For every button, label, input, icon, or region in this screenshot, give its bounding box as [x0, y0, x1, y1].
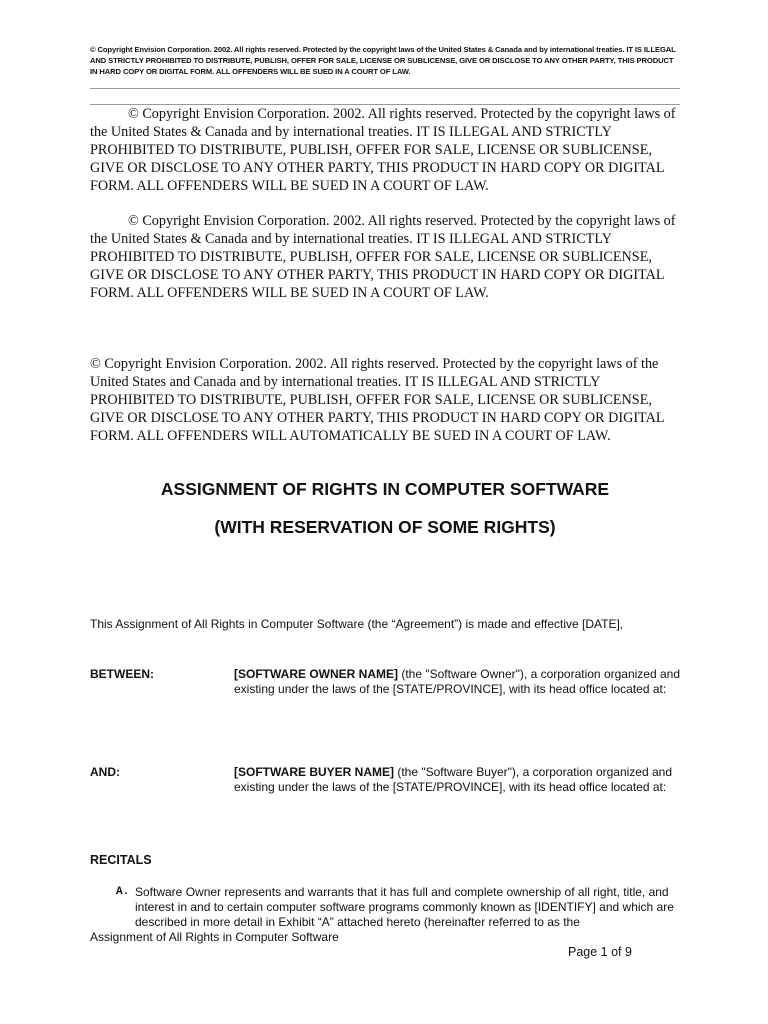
software-buyer-clause — [234, 765, 680, 795]
copyright-notice-3: © Copyright Envision Corporation. 2002. All rights reserved. Protected by the copyright laws of the United States and Canada and by international treaties. IT IS ILLEGAL AND STRICTLY PROHIBITED TO DISTRIBUTE, PUBLISH, OFFER FOR SALE, LICENSE OR SUBLICENSE, GIVE OR DISCLOSE TO ANY OTHER PARTY, THIS PRODUCT IN HARD COPY OR DIGITAL FORM. ALL OFFENDERS WILL AUTOMATICALLY BE SUED IN A COURT OF LAW. — [90, 356, 664, 444]
header-copyright-notice: © Copyright Envision Corporation. 2002. All rights reserved. Protected by the copyright laws of the United States & Canada and by international treaties. IT IS ILLEGAL AND STRICTLY PROHIBITED TO DISTRIBUTE, PUBLISH, OFFER FOR SALE, LICENSE OR SUBLICENSE, GIVE OR DISCLOSE TO ANY OTHER PARTY, THIS PRODUCT IN HARD COPY OR DIGITAL FORM. ALL OFFENDERS WILL BE SUED IN A COURT OF LAW. — [90, 45, 676, 76]
software-buyer-name: [SOFTWARE BUYER NAME] — [234, 765, 394, 779]
recital-a-marker: A. — [116, 886, 130, 898]
between-label: BETWEEN: — [90, 667, 154, 681]
page-number: Page 1 of 9 — [568, 945, 632, 959]
software-buyer-description: (the "Software Buyer"), a corporation organized and existing under the laws of the [STATE/PROVINCE], with its head office located at: — [234, 765, 673, 794]
footer-document-name: Assignment of All Rights in Computer Software — [90, 930, 339, 944]
and-label: AND: — [90, 765, 120, 779]
document-title: ASSIGNMENT OF RIGHTS IN COMPUTER SOFTWARE — [160, 479, 610, 499]
software-owner-name: [SOFTWARE OWNER NAME] — [234, 667, 398, 681]
recitals-heading: RECITALS — [90, 853, 152, 867]
document-subtitle: (WITH RESERVATION OF SOME RIGHTS) — [214, 517, 556, 537]
header-rule-top — [90, 88, 680, 89]
agreement-intro: This Assignment of All Rights in Computer Software (the “Agreement”) is made and effective [DATE], — [90, 617, 624, 631]
recital-a-text: Software Owner represents and warrants that it has full and complete ownership of all right, title, and interest in and to certain computer software programs commonly known as [IDENTIFY] and which are described in more detail in Exhibit “A” attached hereto (hereinafter referred to as the — [135, 885, 674, 929]
software-owner-clause — [234, 667, 680, 697]
copyright-notice-2: © Copyright Envision Corporation. 2002. All rights reserved. Protected by the copyright laws of the United States & Canada and by international treaties. IT IS ILLEGAL AND STRICTLY PROHIBITED TO DISTRIBUTE, PUBLISH, OFFER FOR SALE, LICENSE OR SUBLICENSE, GIVE OR DISCLOSE TO ANY OTHER PARTY, THIS PRODUCT IN HARD COPY OR DIGITAL FORM. ALL OFFENDERS WILL BE SUED IN A COURT OF LAW. — [90, 213, 676, 301]
software-owner-description: (the "Software Owner"), a corporation organized and existing under the laws of the [STATE/PROVINCE], with its head office located at: — [234, 667, 680, 696]
copyright-notice-1: © Copyright Envision Corporation. 2002. All rights reserved. Protected by the copyright laws of the United States & Canada and by international treaties. IT IS ILLEGAL AND STRICTLY PROHIBITED TO DISTRIBUTE, PUBLISH, OFFER FOR SALE, LICENSE OR SUBLICENSE, GIVE OR DISCLOSE TO ANY OTHER PARTY, THIS PRODUCT IN HARD COPY OR DIGITAL FORM. ALL OFFENDERS WILL BE SUED IN A COURT OF LAW. — [90, 106, 676, 194]
